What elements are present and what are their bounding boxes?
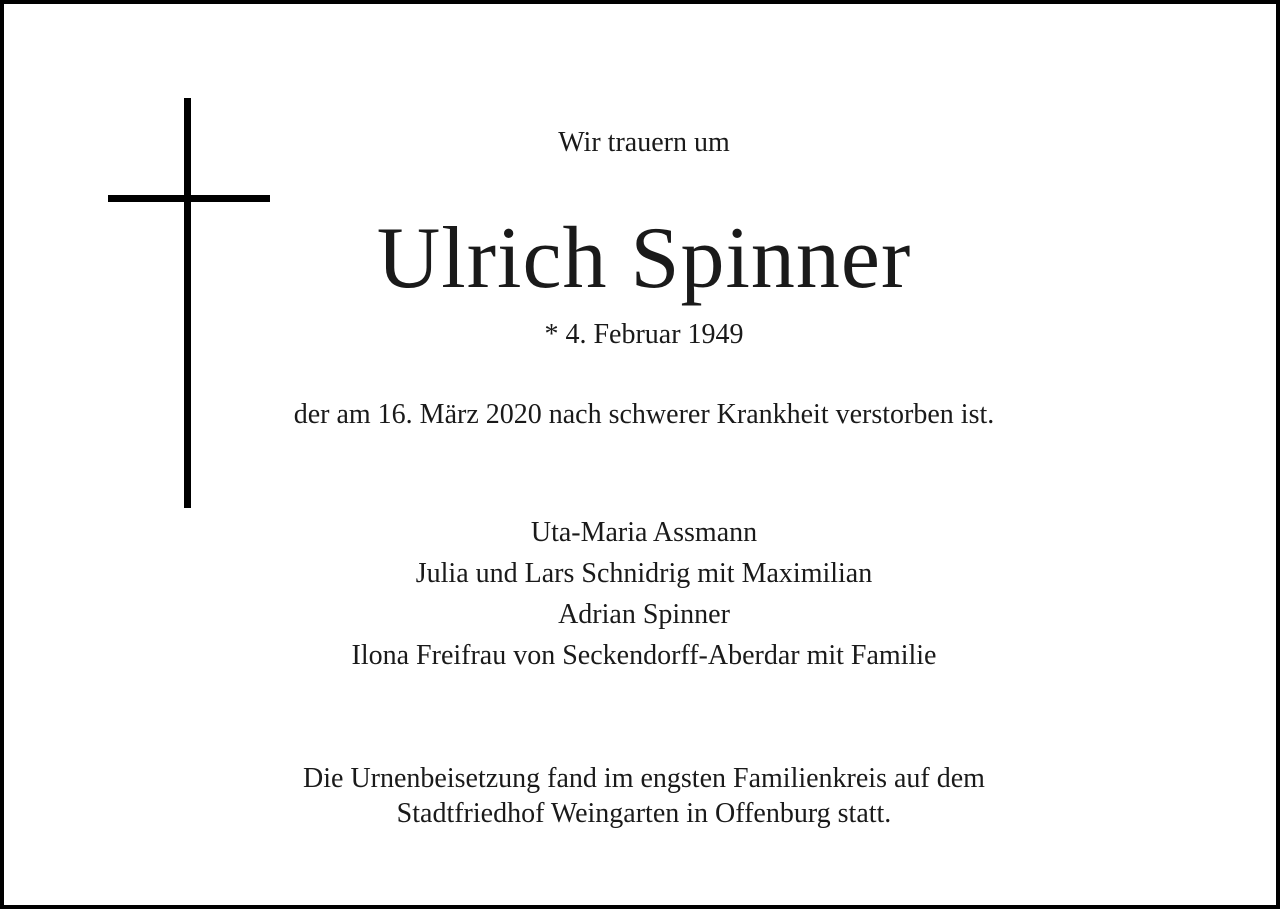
intro-text: Wir trauern um	[558, 127, 730, 158]
mourner-name: Uta-Maria Assmann	[530, 517, 758, 548]
cross-horizontal-bar	[108, 195, 270, 202]
mourners-list	[4, 512, 1280, 676]
burial-notice	[4, 761, 1280, 831]
mourner-name: Julia und Lars Schnidrig mit Maximilian	[415, 558, 873, 589]
burial-line: Stadtfriedhof Weingarten in Offenburg statt.	[396, 798, 892, 829]
death-statement: der am 16. März 2020 nach schwerer Krankheit verstorben ist.	[293, 399, 995, 430]
mourner-name: Ilona Freifrau von Seckendorff-Aberdar mit Familie	[351, 640, 937, 671]
burial-line: Die Urnenbeisetzung fand im engsten Familienkreis auf dem	[303, 763, 985, 794]
mourner-name: Adrian Spinner	[558, 599, 730, 630]
deceased-name: Ulrich Spinner	[376, 210, 912, 307]
birth-date: * 4. Februar 1949	[544, 319, 744, 350]
